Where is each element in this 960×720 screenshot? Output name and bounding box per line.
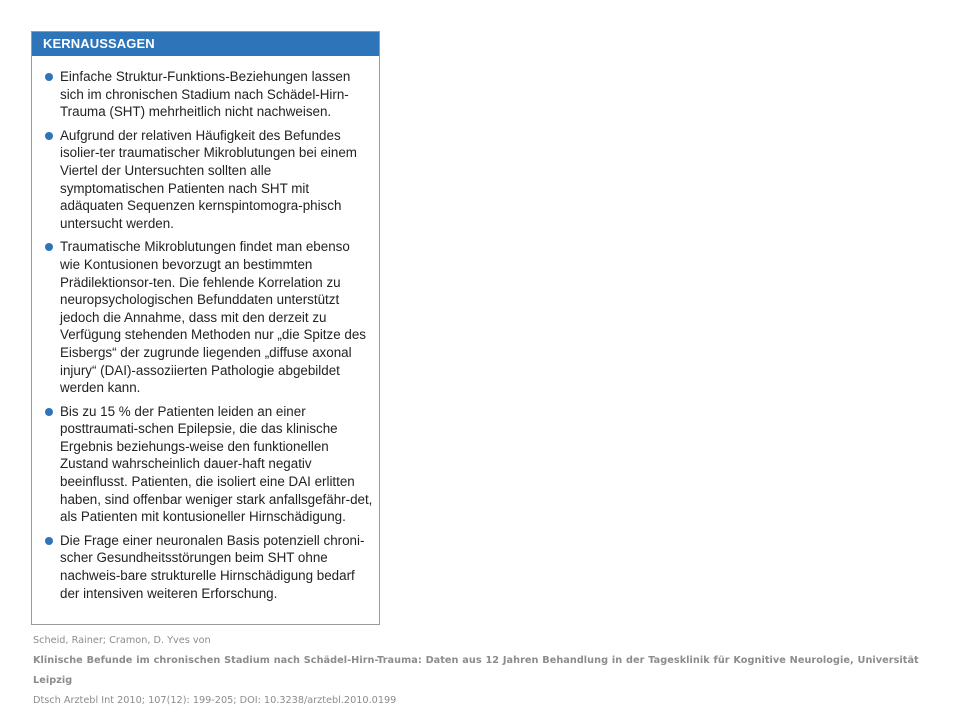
key-point-text: Aufgrund der relativen Häufigkeit des Befundes isolier-ter traumatischer Mikroblutungen bei einem Viertel der Untersuchten sollten alle symptomatischen Patienten nach SHT mit adäquaten Sequenzen kernspintomogra-phisch untersucht werden. xyxy=(60,127,357,231)
bullet-dot-icon xyxy=(45,537,53,545)
bullet-dot-icon xyxy=(45,408,53,416)
key-point-text: Traumatische Mikroblutungen findet man ebenso wie Kontusionen bevorzugt an bestimmten Prädilektionsor-ten. Die fehlende Korrelation zu neuropsychologischen Befunddaten unterstützt jedoch die Annahme, dass mit den derzeit zu Verfügung stehenden Methoden nur „die Spitze des Eisbergs“ der zugrunde liegenden „diffuse axonal injury“ (DAI)-assoziierten Pathologie abgebildet werden kann. xyxy=(60,239,366,396)
key-points-header: KERNAUSSAGEN xyxy=(32,32,379,56)
citation-title: Klinische Befunde im chronischen Stadium nach Schädel-Hirn-Trauma: Daten aus 12 Jahren Behandlung in der Tagesklinik für Kognitive Neurologie, Universität Leipzig xyxy=(33,655,919,686)
key-point-item xyxy=(44,127,373,233)
key-point-text: Einfache Struktur-Funktions-Beziehungen lassen sich im chronischen Stadium nach Schädel-Hirn-Trauma (SHT) mehrheitlich nicht nachweisen. xyxy=(60,69,351,120)
citation xyxy=(33,631,953,711)
citation-journal: Dtsch Arztebl Int 2010; 107(12): 199-205; DOI: 10.3238/arztebl.2010.0199 xyxy=(33,695,397,706)
key-point-text: Die Frage einer neuronalen Basis potenziell chroni-scher Gesundheitsstörungen beim SHT ohne nachweis-bare strukturelle Hirnschädigung bedarf der intensiven weiteren Erforschung. xyxy=(60,532,365,601)
bullet-dot-icon xyxy=(45,73,53,81)
key-points-box xyxy=(31,31,380,625)
key-point-item xyxy=(44,403,373,526)
key-point-text: Bis zu 15 % der Patienten leiden an einer posttraumati-schen Epilepsie, die das klinische Ergebnis beziehungs-weise den funktionellen Zustand wahrscheinlich dauer-haft negativ beeinflusst. Patienten, die isoliert eine DAI erlitten haben, sind offenbar weniger stark anfallsgefähr-det, als Patienten mit kontusioneller Hirnschädigung. xyxy=(60,403,373,525)
key-points-list xyxy=(32,56,379,602)
bullet-dot-icon xyxy=(45,243,53,251)
citation-authors: Scheid, Rainer; Cramon, D. Yves von xyxy=(33,635,211,646)
key-point-item xyxy=(44,532,373,602)
bullet-dot-icon xyxy=(45,132,53,140)
key-point-item xyxy=(44,238,373,396)
key-point-item xyxy=(44,68,373,121)
